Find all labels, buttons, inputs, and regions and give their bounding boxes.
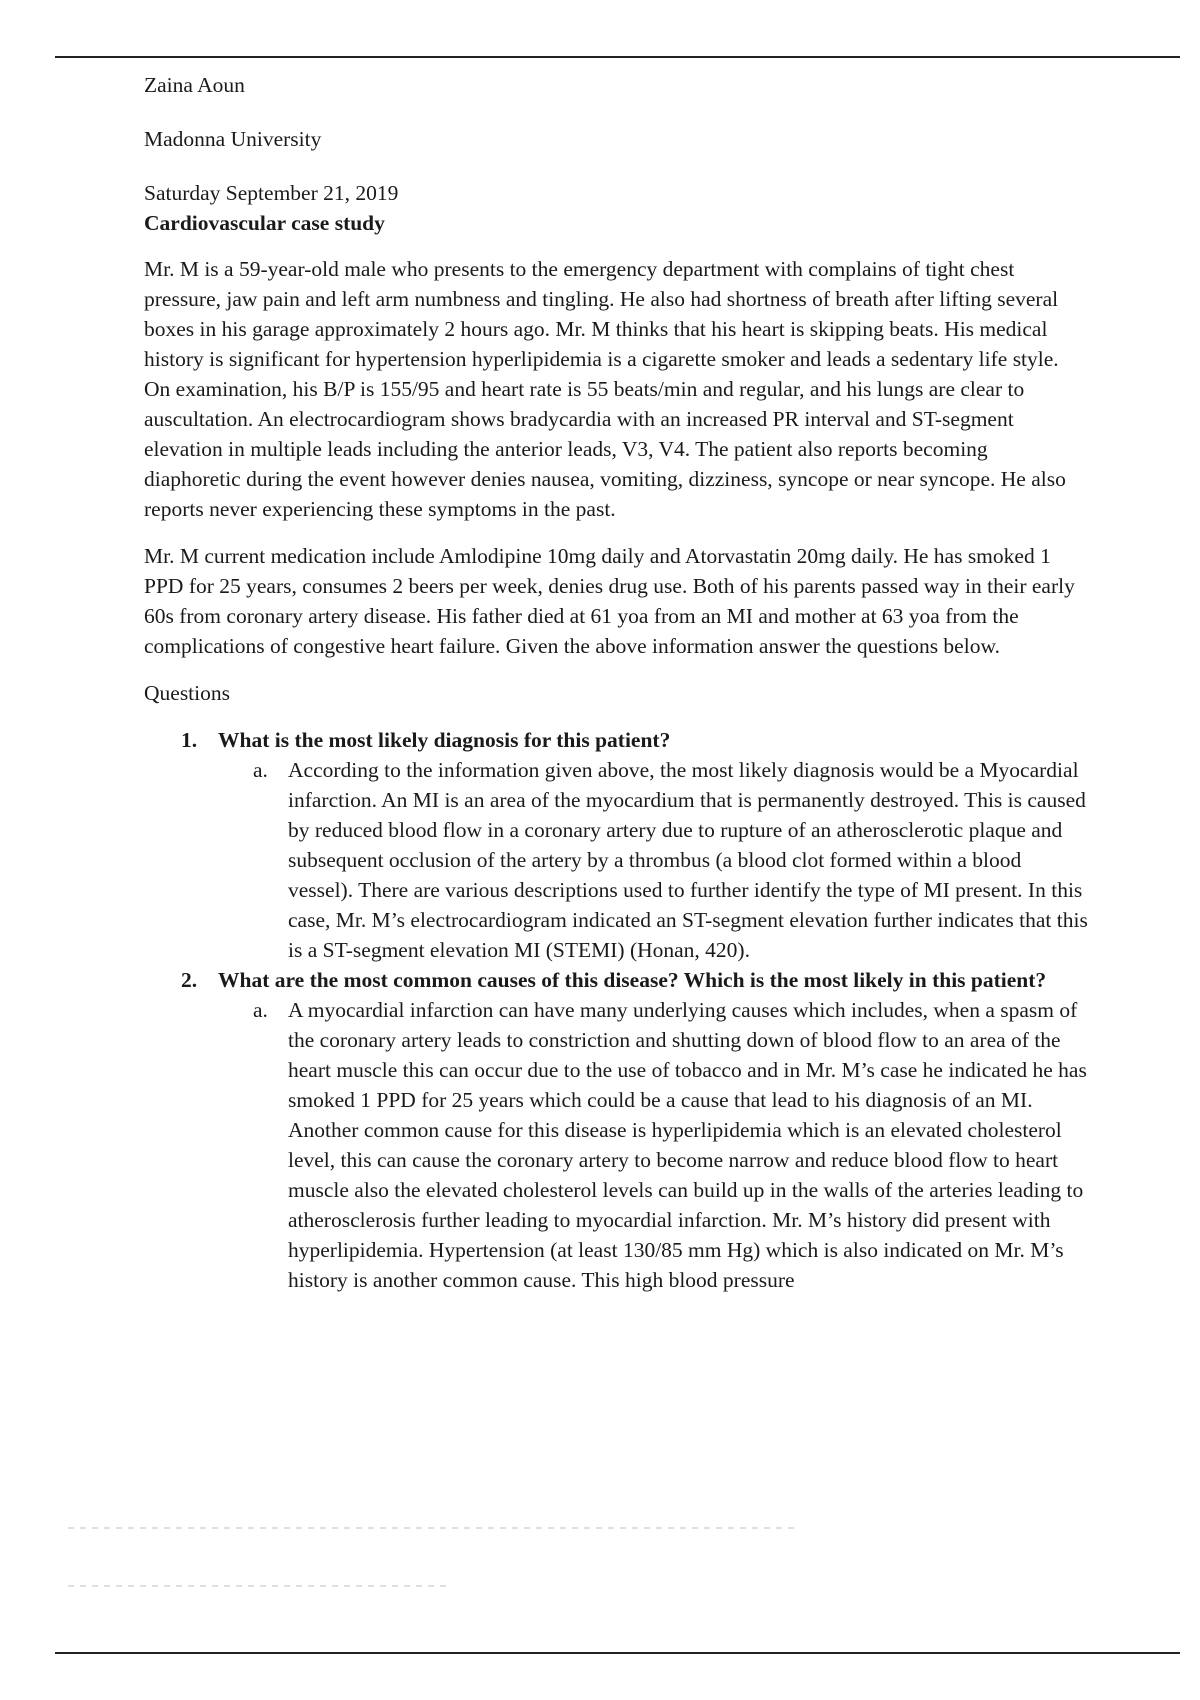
- bottom-rule: [55, 1652, 1180, 1654]
- question-item: [144, 965, 1089, 1295]
- answer-letter: a.: [253, 998, 268, 1022]
- document-date: Saturday September 21, 2019: [144, 181, 399, 205]
- top-rule: [55, 56, 1180, 58]
- question-number: 2.: [181, 968, 198, 992]
- answer-letter: a.: [253, 758, 268, 782]
- questions-list: [144, 725, 1089, 1295]
- case-paragraph-2: Mr. M current medication include Amlodipine 10mg daily and Atorvastatin 20mg daily. He has smoked 1 PPD for 25 years, consumes 2 beers per week, denies drug use. Both of his parents passed way in their early 60s from coronary artery disease. His father died at 61 yoa from an MI and mother at 63 yoa from the complications of congestive heart failure. Given the above information answer the questions below.: [144, 544, 1075, 658]
- answer-text: According to the information given above, the most likely diagnosis would be a Myocardial infarction. An MI is an area of the myocardium that is permanently destroyed. This is caused by reduced blood flow in a coronary artery due to rupture of an atherosclerotic plaque and subsequent occlusion of the artery by a thrombus (a blood clot formed within a blood vessel). There are various descriptions used to further identify the type of MI present. In this case, Mr. M’s electrocardiogram indicated an ST-segment elevation further indicates that this is a ST-segment elevation MI (STEMI) (Honan, 420).: [288, 758, 1088, 962]
- question-item: [144, 725, 1089, 965]
- answer-item: [218, 755, 1088, 965]
- institution-name: Madonna University: [144, 127, 322, 151]
- document-body: [144, 70, 1089, 1295]
- answer-text: A myocardial infarction can have many underlying causes which includes, when a spasm of the coronary artery leads to constriction and shutting down of blood flow to an area of the heart muscle this can occur due to the use of tobacco and in Mr. M’s case he indicated he has smoked 1 PPD for 25 years which could be a cause that lead to his diagnosis of an MI. Another common cause for this disease is hyperlipidemia which is an elevated cholesterol level, this can cause the coronary artery to become narrow and reduce blood flow to heart muscle also the elevated cholesterol levels can build up in the walls of the arteries leading to atherosclerosis further leading to myocardial infarction. Mr. M’s history did present with hyperlipidemia. Hypertension (at least 130/85 mm Hg) which is also indicated on Mr. M’s history is another common cause. This high blood pressure: [288, 998, 1087, 1292]
- faint-footer-line: [68, 1585, 448, 1587]
- document-title: Cardiovascular case study: [144, 211, 385, 235]
- author-name: Zaina Aoun: [144, 73, 245, 97]
- question-text: What is the most likely diagnosis for this patient?: [218, 728, 671, 752]
- faint-footer-line: [68, 1527, 798, 1529]
- question-number: 1.: [181, 728, 198, 752]
- answer-item: [218, 995, 1088, 1295]
- questions-heading: Questions: [144, 681, 230, 705]
- question-text: What are the most common causes of this disease? Which is the most likely in this patient?: [218, 968, 1047, 992]
- case-paragraph-1: Mr. M is a 59-year-old male who presents to the emergency department with complains of tight chest pressure, jaw pain and left arm numbness and tingling. He also had shortness of breath after lifting several boxes in his garage approximately 2 hours ago. Mr. M thinks that his heart is skipping beats. His medical history is significant for hypertension hyperlipidemia is a cigarette smoker and leads a sedentary life style. On examination, his B/P is 155/95 and heart rate is 55 beats/min and regular, and his lungs are clear to auscultation. An electrocardiogram shows bradycardia with an increased PR interval and ST-segment elevation in multiple leads including the anterior leads, V3, V4. The patient also reports becoming diaphoretic during the event however denies nausea, vomiting, dizziness, syncope or near syncope. He also reports never experiencing these symptoms in the past.: [144, 257, 1066, 521]
